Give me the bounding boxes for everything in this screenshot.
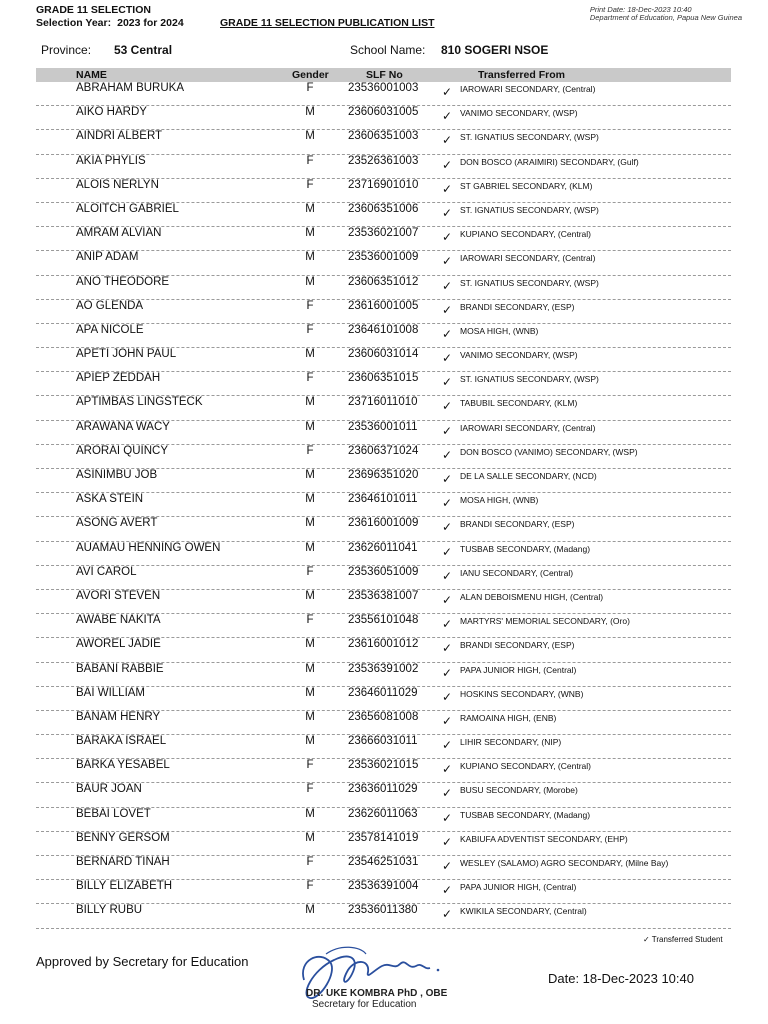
student-gender: F: [306, 323, 314, 336]
transferred-from: DON BOSCO (VANIMO) SECONDARY, (WSP): [460, 446, 638, 457]
student-name: AIKO HARDY: [76, 106, 147, 119]
table-row: [36, 735, 731, 759]
table-row: [36, 663, 731, 687]
table-row: [36, 82, 731, 106]
student-slf-number: 23536021015: [348, 759, 419, 772]
transferred-check-icon: ✓: [442, 326, 453, 341]
student-gender: M: [305, 710, 315, 723]
transferred-from: MARTYRS' MEMORIAL SECONDARY, (Oro): [460, 616, 630, 627]
transferred-check-icon: ✓: [442, 568, 453, 583]
student-gender: M: [305, 735, 315, 748]
table-row: [36, 421, 731, 445]
school-label: School Name:: [350, 43, 426, 57]
transferred-from: IAROWARI SECONDARY, (Central): [460, 253, 596, 264]
table-row: [36, 711, 731, 735]
student-slf-number: 23536001003: [348, 82, 419, 94]
table-row: [36, 130, 731, 154]
student-gender: F: [306, 783, 314, 796]
student-gender: M: [305, 202, 315, 215]
transferred-from: ST. IGNATIUS SECONDARY, (WSP): [460, 132, 599, 143]
school-value: 810 SOGERI NSOE: [441, 43, 549, 57]
signature-stamp: [290, 940, 490, 1024]
transferred-from: IANU SECONDARY, (Central): [460, 567, 574, 578]
student-name: BABANI RABBIE: [76, 662, 164, 675]
transferred-check-icon: ✓: [442, 447, 453, 462]
table-row: [36, 590, 731, 614]
student-slf-number: 23606371024: [348, 444, 419, 457]
student-name: ALOIS NERLYN: [76, 178, 159, 191]
transferred-check-icon: ✓: [442, 496, 453, 511]
transferred-from: ST. IGNATIUS SECONDARY, (WSP): [460, 204, 599, 215]
student-gender: M: [305, 662, 315, 675]
transferred-from: DE LA SALLE SECONDARY, (NCD): [460, 471, 597, 481]
student-slf-number: 23536001009: [348, 251, 419, 264]
transferred-check-icon: ✓: [442, 907, 453, 922]
student-gender: M: [305, 904, 315, 917]
transferred-from: IAROWARI SECONDARY, (Central): [460, 422, 596, 433]
student-name: APA NICOLE: [76, 323, 144, 336]
selection-year-label: Selection Year:: [36, 17, 112, 29]
student-slf-number: 23606351015: [348, 372, 419, 385]
student-gender: M: [305, 469, 315, 481]
student-gender: F: [306, 880, 314, 893]
transferred-check-icon: ✓: [442, 351, 453, 366]
student-gender: F: [306, 178, 314, 191]
student-slf-number: 23636011029: [348, 783, 418, 796]
transferred-check-icon: ✓: [442, 641, 453, 656]
selection-year: [36, 17, 184, 30]
student-slf-number: 23606351003: [348, 130, 419, 143]
transferred-from: PAPA JUNIOR HIGH, (Central): [460, 664, 577, 675]
department-name: Department of Education, Papua New Guinea: [589, 13, 742, 22]
student-gender: M: [305, 275, 315, 288]
table-row: [36, 566, 731, 590]
column-header-slf: SLF No: [366, 69, 403, 81]
transferred-check-icon: ✓: [442, 254, 453, 269]
province-value: 53 Central: [114, 43, 173, 57]
student-gender: F: [306, 154, 314, 167]
table-row: [36, 542, 731, 566]
student-gender: M: [305, 493, 315, 506]
student-name: AVI CAROL: [76, 565, 137, 578]
transferred-check-icon: ✓: [442, 810, 453, 825]
student-name: AMRAM ALVIAN: [76, 227, 162, 240]
transferred-from: BRANDI SECONDARY, (ESP): [460, 640, 575, 651]
table-row: [36, 348, 731, 372]
student-table: [36, 82, 731, 929]
table-row: [36, 832, 731, 856]
student-slf-number: 23646101008: [348, 323, 419, 336]
transferred-from: DON BOSCO (ARAIMIRI) SECONDARY, (Gulf): [460, 156, 639, 167]
student-name: ASONG AVERT: [76, 517, 158, 530]
transferred-from: LIHIR SECONDARY, (NIP): [460, 737, 562, 748]
transferred-check-icon: ✓: [442, 834, 453, 849]
transferred-check-icon: ✓: [442, 472, 453, 486]
transferred-check-icon: ✓: [442, 689, 453, 704]
table-row: [36, 106, 731, 130]
province-label: Province:: [41, 43, 92, 57]
transferred-from: VANIMO SECONDARY, (WSP): [460, 350, 578, 361]
student-name: ANO THEODORE: [76, 275, 170, 288]
table-row: [36, 904, 731, 928]
student-name: BILLY RUBU: [76, 904, 143, 917]
transferred-from: KUPIANO SECONDARY, (Central): [460, 229, 591, 240]
student-name: AWABE NAKITA: [76, 614, 161, 627]
student-name: BARKA YESABEL: [76, 759, 170, 772]
student-name: ASKA STEIN: [76, 493, 144, 506]
transferred-check-icon: ✓: [442, 399, 453, 414]
table-row: [36, 759, 731, 783]
table-row: [36, 469, 731, 493]
student-slf-number: 23626011041: [348, 541, 418, 554]
student-slf-number: 23716011010: [348, 396, 418, 409]
student-gender: M: [305, 420, 315, 433]
student-slf-number: 23646101011: [348, 493, 418, 506]
print-info: [590, 6, 742, 22]
student-name: AVORI STEVEN: [76, 589, 161, 602]
transferred-check-icon: ✓: [442, 859, 453, 873]
student-slf-number: 23536011380: [348, 904, 418, 917]
student-name: AKIA PHYLIS: [76, 154, 146, 167]
transferred-check-icon: ✓: [442, 133, 453, 148]
transferred-check-icon: ✓: [442, 278, 453, 293]
student-gender: F: [306, 299, 314, 312]
transferred-from: RAMOAINA HIGH, (ENB): [460, 712, 557, 723]
student-name: AWOREL JADIE: [76, 638, 161, 651]
table-row: [36, 251, 731, 275]
student-slf-number: 23606351006: [348, 202, 419, 215]
student-name: APTIMBAS LINGSTECK: [76, 396, 203, 409]
transferred-from: VANIMO SECONDARY, (WSP): [460, 108, 578, 119]
table-row: [36, 614, 731, 638]
approval-text: Approved by Secretary for Education: [36, 954, 249, 969]
table-row: [36, 808, 731, 832]
student-slf-number: 23606031014: [348, 348, 419, 361]
student-name: AUAMAU HENNING OWEN: [76, 541, 221, 554]
report-title: GRADE 11 SELECTION: [36, 4, 151, 16]
student-slf-number: 23536051009: [348, 565, 419, 578]
table-header: [36, 68, 731, 82]
transferred-from: BUSU SECONDARY, (Morobe): [460, 785, 578, 796]
column-header-gender: Gender: [292, 69, 329, 81]
student-gender: M: [305, 227, 315, 240]
approval-date: Date: 18-Dec-2023 10:40: [548, 971, 694, 986]
transferred-check-icon: ✓: [442, 713, 453, 728]
table-row: [36, 179, 731, 203]
table-row: [36, 227, 731, 251]
student-slf-number: 23656081008: [348, 710, 419, 723]
student-gender: F: [306, 82, 314, 94]
transferred-from: KABIUFA ADVENTIST SECONDARY, (EHP): [460, 833, 628, 844]
transferred-from: WESLEY (SALAMO) AGRO SECONDARY, (Milne Bay): [460, 858, 669, 868]
student-name: ALOITCH GABRIEL: [76, 202, 179, 215]
student-slf-number: 23536391002: [348, 662, 419, 675]
student-name: ARORAI QUINCY: [76, 444, 169, 457]
table-row: [36, 493, 731, 517]
student-slf-number: 23536391004: [348, 880, 419, 893]
student-slf-number: 23536381007: [348, 589, 419, 602]
table-row: [36, 783, 731, 807]
student-gender: M: [305, 686, 315, 699]
transferred-check-icon: ✓: [442, 520, 453, 535]
student-slf-number: 23616001009: [348, 517, 419, 530]
transferred-from: BRANDI SECONDARY, (ESP): [460, 519, 575, 530]
print-date: Print Date: 18-Dec-2023 10:40: [589, 5, 692, 14]
student-slf-number: 23526361003: [348, 154, 419, 167]
student-gender: M: [305, 517, 315, 530]
student-slf-number: 23606351012: [348, 275, 419, 288]
student-name: AINDRI ALBERT: [76, 130, 163, 143]
transferred-check-icon: ✓: [442, 738, 453, 753]
table-row: [36, 396, 731, 420]
student-name: BILLY ELIZABETH: [76, 880, 173, 893]
student-gender: F: [306, 614, 314, 627]
student-gender: F: [306, 565, 314, 578]
transferred-check-icon: ✓: [442, 375, 453, 390]
transferred-from: KUPIANO SECONDARY, (Central): [460, 761, 591, 772]
student-slf-number: 23578141019: [348, 831, 419, 844]
student-slf-number: 23536021007: [348, 227, 419, 240]
student-slf-number: 23646011029: [348, 686, 418, 699]
student-slf-number: 23606031005: [348, 106, 419, 119]
student-name: ASINIMBU JOB: [76, 469, 158, 481]
student-slf-number: 23616001012: [348, 638, 419, 651]
student-name: BENNY GERSOM: [76, 831, 170, 844]
transferred-check-icon: ✓: [442, 109, 453, 124]
transferred-from: HOSKINS SECONDARY, (WNB): [460, 688, 584, 699]
student-name: APETI JOHN PAUL: [76, 348, 177, 361]
transferred-check-icon: ✓: [442, 617, 453, 632]
transferred-check-icon: ✓: [442, 786, 453, 801]
table-row: [36, 517, 731, 541]
student-gender: M: [305, 130, 315, 143]
column-header-name: NAME: [76, 69, 107, 81]
student-gender: M: [305, 541, 315, 554]
student-slf-number: 23556101048: [348, 614, 419, 627]
transferred-from: PAPA JUNIOR HIGH, (Central): [460, 882, 577, 893]
transferred-from: TUSBAB SECONDARY, (Madang): [460, 543, 591, 554]
report-header: [36, 4, 184, 30]
transferred-check-icon: ✓: [442, 157, 453, 172]
transferred-from: MOSA HIGH, (WNB): [460, 495, 539, 506]
student-gender: M: [305, 638, 315, 651]
column-header-from: Transferred From: [478, 69, 565, 81]
transferred-from: TUSBAB SECONDARY, (Madang): [460, 809, 591, 820]
transferred-check-icon: ✓: [442, 423, 453, 438]
transferred-from: BRANDI SECONDARY, (ESP): [460, 301, 575, 312]
transferred-from: ST. IGNATIUS SECONDARY, (WSP): [460, 277, 599, 288]
student-name: APIEP ZEDDAH: [76, 372, 161, 385]
student-name: BEBAI LOVET: [76, 807, 151, 820]
student-gender: F: [306, 856, 314, 868]
publication-title: GRADE 11 SELECTION PUBLICATION LIST: [220, 17, 435, 29]
student-gender: M: [305, 251, 315, 264]
transferred-check-icon: ✓: [442, 205, 453, 220]
student-name: BARAKA ISRAEL: [76, 735, 167, 748]
table-row: [36, 300, 731, 324]
student-name: ABRAHAM BURUKA: [76, 82, 184, 94]
transferred-check-icon: ✓: [442, 592, 453, 607]
transferred-check-icon: ✓: [442, 85, 453, 99]
legend: ✓ Transferred Student: [643, 935, 723, 944]
student-gender: M: [305, 589, 315, 602]
transferred-from: ST. IGNATIUS SECONDARY, (WSP): [460, 374, 599, 385]
student-slf-number: 23696351020: [348, 469, 419, 481]
student-gender: M: [305, 831, 315, 844]
transferred-check-icon: ✓: [442, 883, 453, 898]
student-gender: F: [306, 759, 314, 772]
selection-year-value: 2023 for 2024: [117, 17, 184, 29]
signatory-name: DR. UKE KOMBRA PhD , OBE: [306, 988, 448, 999]
signatory-title: Secretary for Education: [312, 999, 417, 1010]
student-gender: M: [305, 807, 315, 820]
student-name: BAUR JOAN: [76, 783, 142, 796]
student-gender: M: [305, 106, 315, 119]
table-row: [36, 445, 731, 469]
table-row: [36, 856, 731, 880]
transferred-from: KWIKILA SECONDARY, (Central): [460, 906, 587, 917]
student-name: BAI WILLIAM: [76, 686, 146, 699]
student-slf-number: 23546251031: [348, 856, 419, 868]
table-row: [36, 687, 731, 711]
table-row: [36, 372, 731, 396]
transferred-check-icon: ✓: [442, 230, 453, 245]
student-name: ARAWANA WACY: [76, 420, 170, 433]
transferred-check-icon: ✓: [442, 302, 453, 317]
table-row: [36, 880, 731, 904]
student-gender: F: [306, 444, 314, 457]
table-row: [36, 203, 731, 227]
student-slf-number: 23616001005: [348, 299, 419, 312]
table-row: [36, 276, 731, 300]
student-slf-number: 23536001011: [348, 420, 418, 433]
transferred-from: IAROWARI SECONDARY, (Central): [460, 84, 596, 94]
transferred-check-icon: ✓: [442, 181, 453, 196]
student-gender: M: [305, 396, 315, 409]
transferred-check-icon: ✓: [442, 762, 453, 777]
table-row: [36, 155, 731, 179]
student-slf-number: 23626011063: [348, 807, 418, 820]
transferred-from: ALAN DEBOISMENU HIGH, (Central): [460, 591, 604, 602]
transferred-from: ST GABRIEL SECONDARY, (KLM): [460, 180, 593, 191]
transferred-from: TABUBIL SECONDARY, (KLM): [460, 398, 578, 409]
table-row: [36, 638, 731, 662]
table-row: [36, 324, 731, 348]
student-gender: M: [305, 348, 315, 361]
transferred-check-icon: ✓: [442, 544, 453, 559]
transferred-check-icon: ✓: [442, 665, 453, 680]
student-name: BANAM HENRY: [76, 710, 161, 723]
student-gender: F: [306, 372, 314, 385]
student-slf-number: 23716901010: [348, 178, 419, 191]
student-slf-number: 23666031011: [348, 735, 418, 748]
transferred-from: MOSA HIGH, (WNB): [460, 325, 539, 336]
student-name: BERNARD TINAH: [76, 856, 170, 868]
student-name: ANIP ADAM: [76, 251, 139, 264]
student-name: AO GLENDA: [76, 299, 144, 312]
